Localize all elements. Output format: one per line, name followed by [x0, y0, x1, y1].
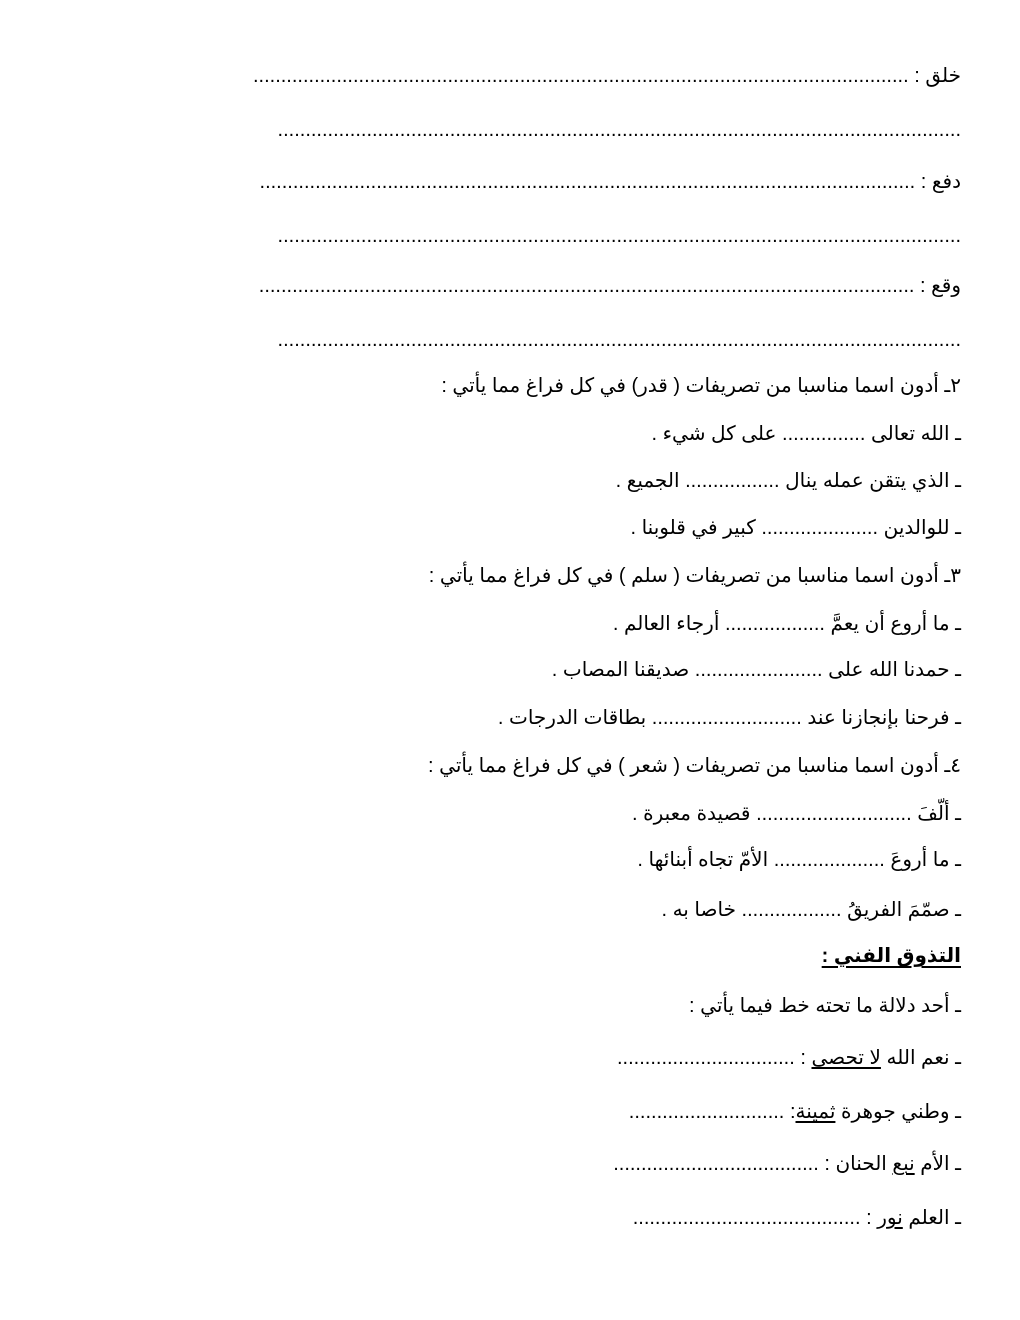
answer-line-waqaa-continued[interactable] [95, 328, 961, 352]
q4-item-1[interactable] [632, 802, 961, 826]
dotted-blank: ........................... [651, 707, 802, 729]
question-3-title: ٣ـ أدون اسما مناسبا من تصريفات ( سلم ) في كل فراغ مما يأتي : [428, 565, 961, 587]
underlined-phrase: ثمينة [795, 1101, 836, 1123]
q3-item-3[interactable] [498, 706, 961, 730]
item-text-after: قصيدة معبرة . [632, 803, 751, 825]
q3-item-2[interactable] [552, 658, 961, 682]
taste-instruction: ـ أحد دلالة ما تحته خط فيما يأتي : [689, 995, 961, 1017]
underlined-phrase: نبع [892, 1153, 915, 1175]
item-text-before: ـ الأم [920, 1153, 961, 1175]
taste-item-3[interactable] [613, 1152, 961, 1176]
item-text-after: خاصا به . [661, 899, 736, 921]
q4-item-3[interactable] [661, 898, 961, 922]
underlined-phrase: لا تحصى [811, 1047, 881, 1069]
q2-item-3[interactable] [630, 516, 961, 540]
dotted-blank: ..................... [761, 517, 879, 539]
item-text-after: كبير في قلوبنا . [630, 517, 756, 539]
dotted-blank: ......................................... [632, 1207, 861, 1229]
item-text-before: ـ العلم [908, 1207, 961, 1229]
taste-item-1[interactable] [617, 1046, 961, 1070]
item-text-before: ـ الله تعالى [870, 423, 961, 445]
dotted-blank: ........................................................................................................................... [277, 225, 961, 247]
q3-item-1[interactable] [613, 612, 961, 636]
taste-item-2[interactable] [629, 1100, 961, 1124]
dotted-blank: ....................... [694, 659, 823, 681]
underlined-phrase: نور [877, 1207, 903, 1229]
item-text-after: أرجاء العالم . [612, 613, 720, 635]
question-2-title: ٢ـ أدون اسما مناسبا من تصريفات ( قدر) في كل فراغ مما يأتي : [441, 375, 961, 397]
item-text-before: ـ وطني جوهرة [840, 1101, 961, 1123]
item-text-after: بطاقات الدرجات . [497, 707, 647, 729]
item-text-before: ـ للوالدين [883, 517, 961, 539]
dotted-blank: ................................ [616, 1047, 795, 1069]
word-label: وقع : [920, 275, 961, 297]
answer-line-khalaqa-continued[interactable] [95, 118, 961, 142]
word-label: دفع : [920, 171, 961, 193]
item-text-before: ـ حمدنا الله على [828, 659, 961, 681]
dotted-blank: .................. [741, 899, 842, 921]
dotted-blank: .................... [773, 849, 885, 871]
dotted-blank: ...................................................................................................................... [259, 171, 916, 193]
taste-item-4[interactable] [633, 1206, 961, 1230]
word-label: خلق : [914, 65, 961, 87]
item-text-after: الأمّ تجاه أبنائها . [637, 849, 769, 871]
answer-line-khalaqa[interactable] [95, 64, 961, 88]
item-text-before: ـ ألّفَ [917, 803, 961, 825]
dotted-blank: ........................................................................................................................... [277, 119, 961, 141]
item-text-after: على كل شيء . [651, 423, 777, 445]
item-text-before: ـ فرحنا بإنجازنا عند [807, 707, 961, 729]
dotted-blank: ..................................... [613, 1153, 819, 1175]
dotted-blank: ............... [782, 423, 866, 445]
dotted-blank: .................. [724, 613, 825, 635]
item-text-after: الحنان : [824, 1153, 893, 1175]
dotted-blank: ............................ [628, 1101, 785, 1123]
item-text-before: ـ صمّمَ الفريقُ [847, 899, 961, 921]
q4-item-2[interactable] [637, 848, 961, 872]
item-text-before: ـ ما أروعَ [890, 849, 961, 871]
item-text-after: الجميع . [615, 470, 680, 492]
question-4-title: ٤ـ أدون اسما مناسبا من تصريفات ( شعر ) في كل فراغ مما يأتي : [428, 755, 961, 777]
answer-line-dafaa-continued[interactable] [95, 224, 961, 248]
item-text-after: : [789, 1101, 796, 1123]
section-heading-artistic-taste: التذوق الفني : [821, 945, 961, 967]
item-text-after: صديقنا المصاب . [551, 659, 690, 681]
answer-line-dafaa[interactable] [95, 170, 961, 194]
dotted-blank: ........................................................................................................................... [277, 329, 961, 351]
q2-item-1[interactable] [652, 422, 961, 446]
item-text-before: ـ ما أروع أن يعمَّ [830, 613, 961, 635]
q2-item-2[interactable] [616, 469, 961, 493]
dotted-blank: ...................................................................................................................... [258, 275, 915, 297]
dotted-blank: ...................................................................................................................... [252, 65, 909, 87]
item-text-before: ـ الذي يتقن عمله ينال [785, 470, 961, 492]
item-text-after: : [866, 1207, 878, 1229]
dotted-blank: ................. [685, 470, 780, 492]
dotted-blank: ............................ [756, 803, 912, 825]
item-text-before: ـ نعم الله [886, 1047, 961, 1069]
item-text-after: : [800, 1047, 812, 1069]
answer-line-waqaa[interactable] [95, 274, 961, 298]
